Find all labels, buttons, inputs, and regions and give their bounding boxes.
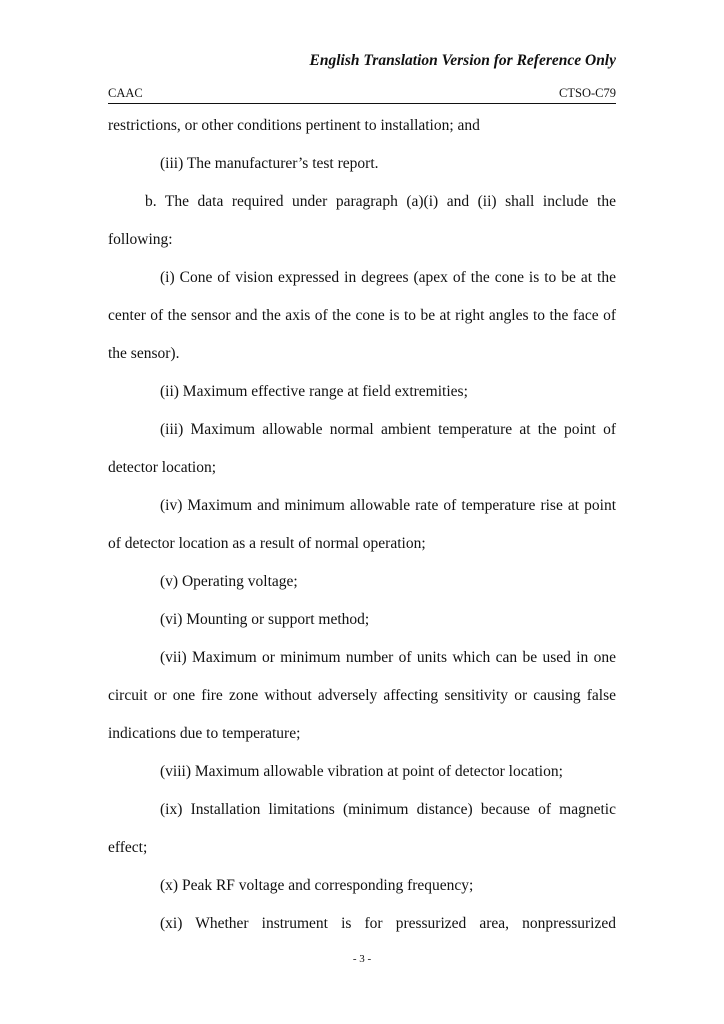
- header-org: CAAC: [108, 86, 143, 100]
- paragraph-item-iii-ambient-temperature: (iii) Maximum allowable normal ambient temperature at the point of detector location;: [108, 421, 616, 476]
- paragraph-b-data-required: b. The data required under paragraph (a)(i) and (ii) shall include the following:: [108, 193, 616, 248]
- paragraph-item-i-cone-of-vision: (i) Cone of vision expressed in degrees (apex of the cone is to be at the center of the sensor and the axis of the cone is to be at right angles to the face of the sensor).: [108, 269, 616, 362]
- paragraph-item-vii-number-of-units: (vii) Maximum or minimum number of units which can be used in one circuit or one fire zone without adversely affecting sensitivity or causing false indications due to temperature;: [108, 649, 616, 742]
- paragraph-item-viii-vibration: (viii) Maximum allowable vibration at point of detector location;: [160, 763, 563, 780]
- header-doc-id: CTSO-C79: [559, 86, 616, 100]
- paragraph-item-iii-test-report: (iii) The manufacturer’s test report.: [160, 155, 379, 172]
- running-header: [108, 86, 616, 104]
- document-body: [108, 107, 616, 943]
- translation-note: English Translation Version for Reference Only: [309, 52, 616, 69]
- paragraph-item-iv-temperature-rise: (iv) Maximum and minimum allowable rate of temperature rise at point of detector location as a result of normal operation;: [108, 497, 616, 552]
- paragraph-continuation: restrictions, or other conditions pertinent to installation; and: [108, 117, 480, 134]
- page-number: - 3 -: [352, 953, 372, 965]
- paragraph-item-ii-effective-range: (ii) Maximum effective range at field extremities;: [160, 383, 468, 400]
- paragraph-item-ix-installation-limitations: (ix) Installation limitations (minimum distance) because of magnetic effect;: [108, 801, 616, 856]
- paragraph-item-vi-mounting-method: (vi) Mounting or support method;: [160, 611, 370, 628]
- paragraph-item-xi-pressurized-area: (xi) Whether instrument is for pressurized area, nonpressurized: [160, 915, 616, 932]
- paragraph-item-x-peak-rf-voltage: (x) Peak RF voltage and corresponding frequency;: [160, 877, 474, 894]
- paragraph-item-v-operating-voltage: (v) Operating voltage;: [160, 573, 298, 590]
